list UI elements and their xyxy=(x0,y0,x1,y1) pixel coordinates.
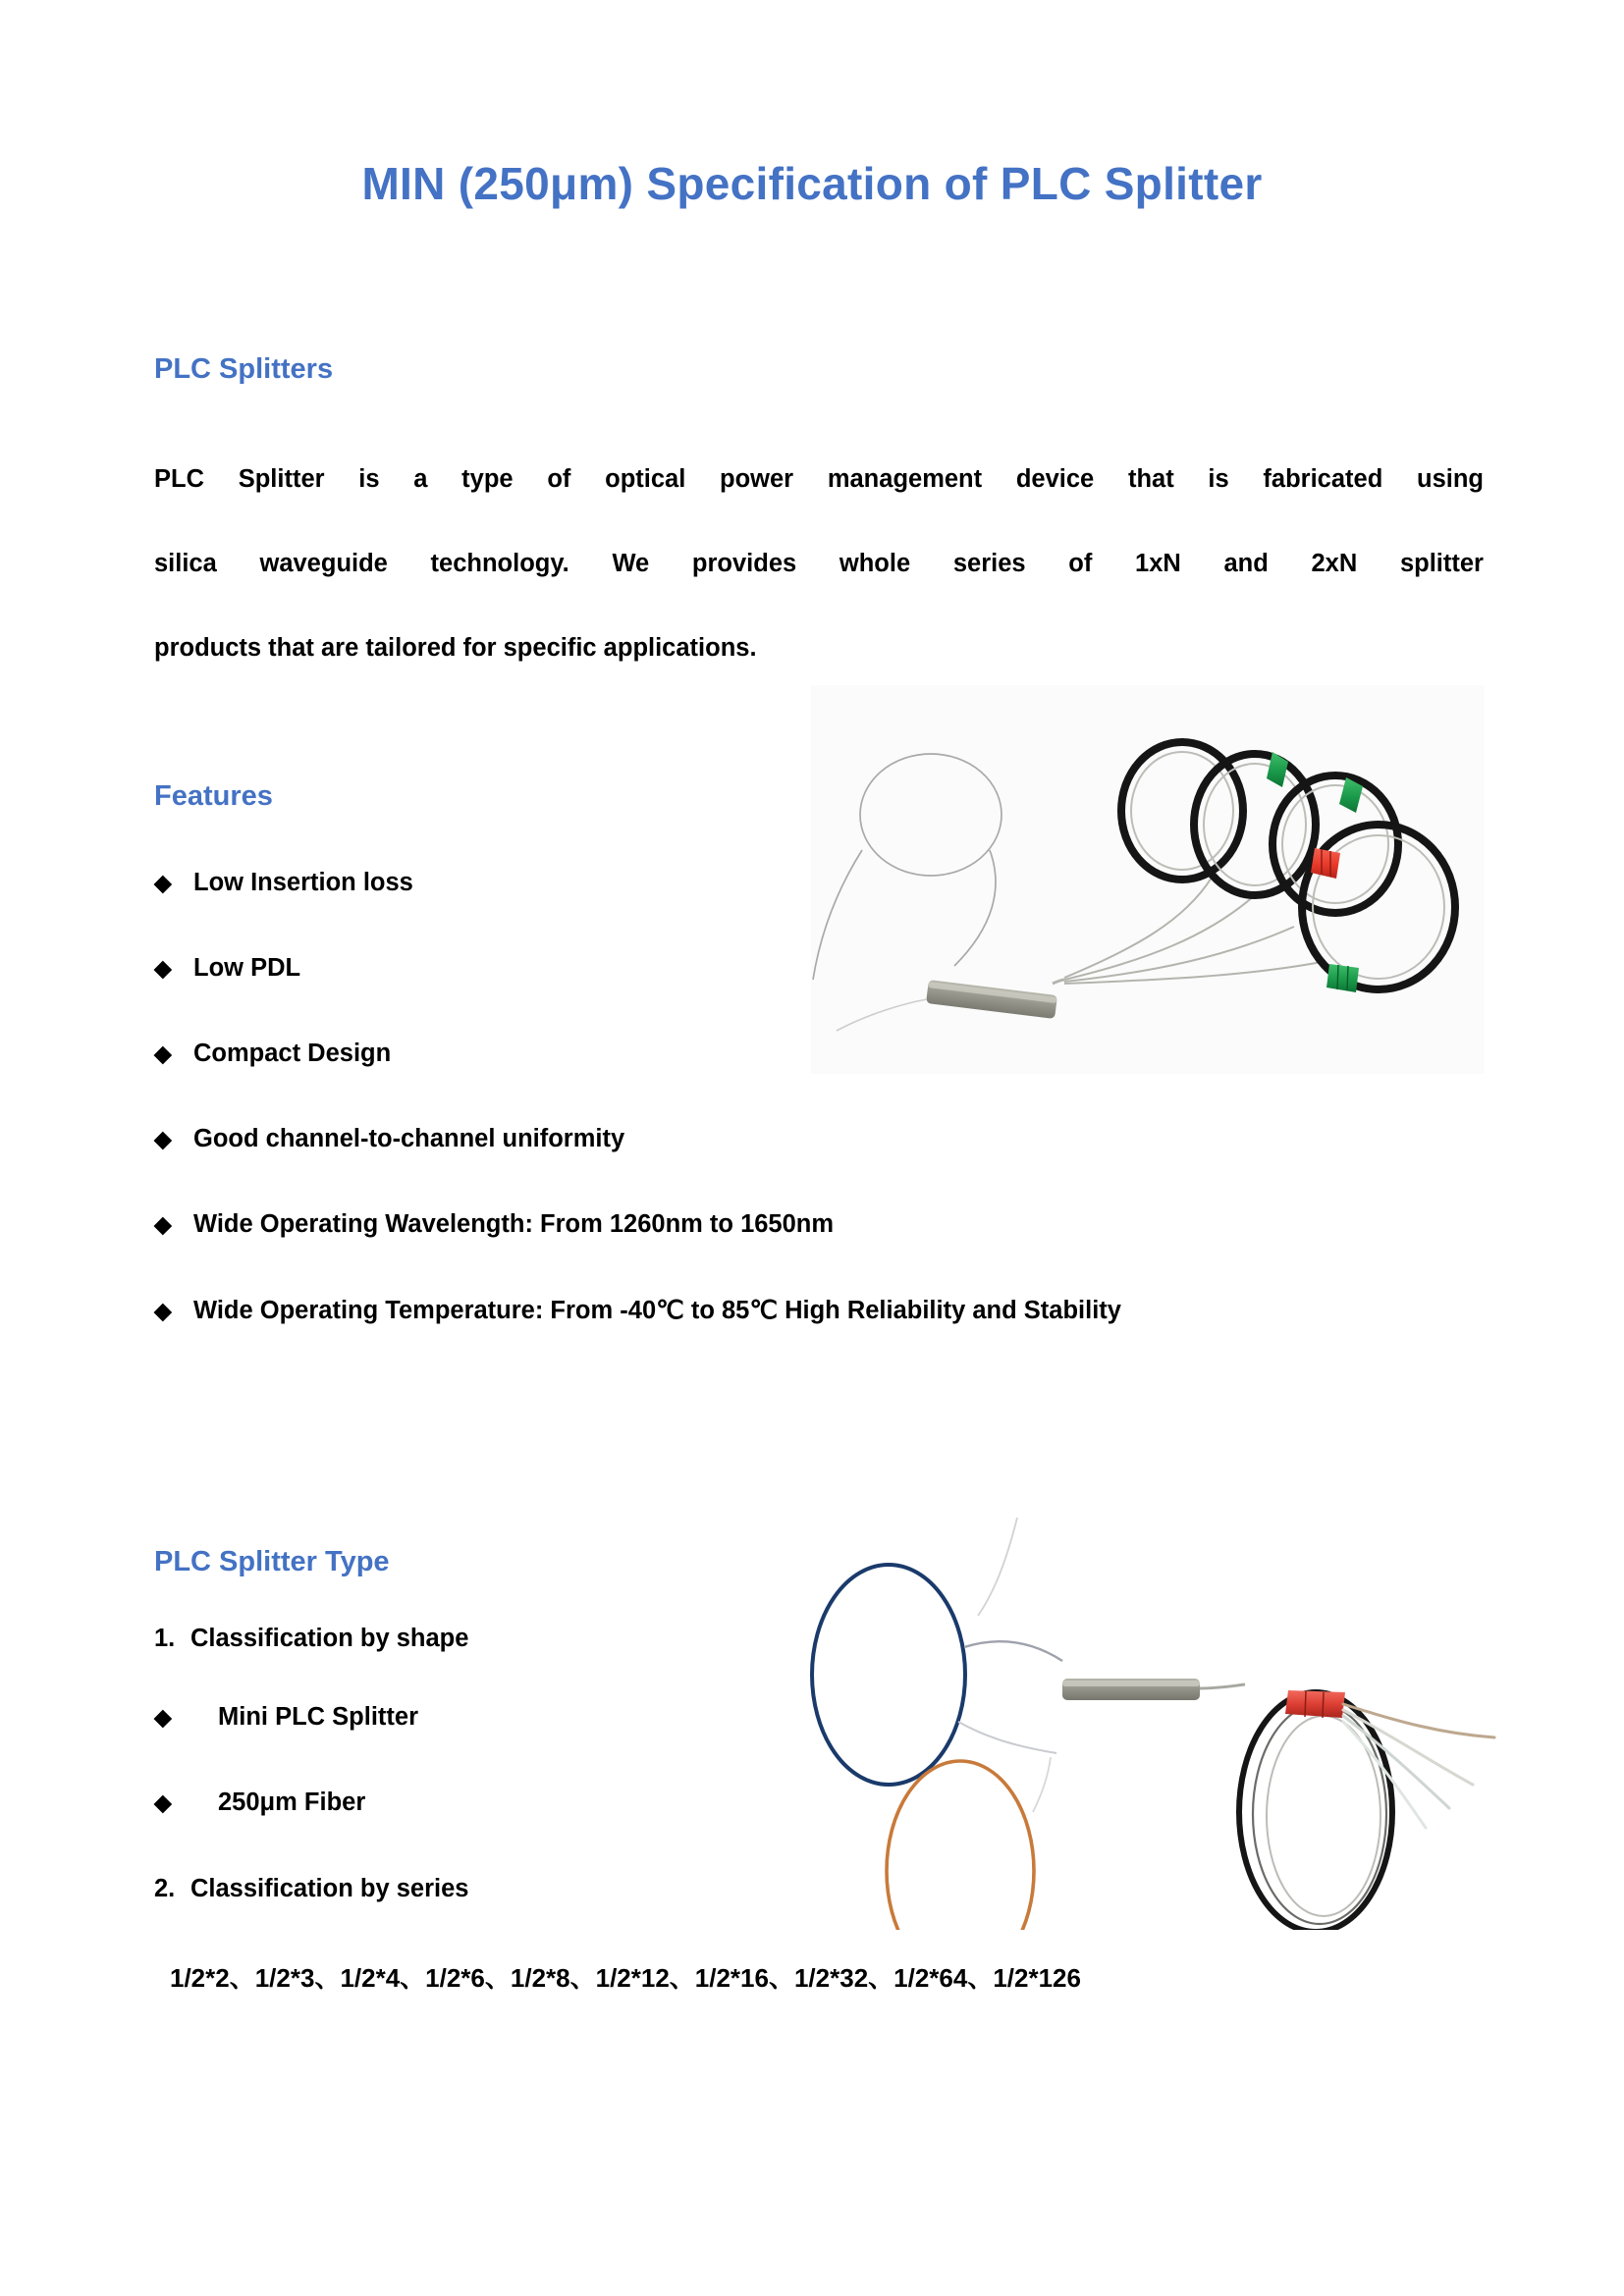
list-item xyxy=(154,1125,1489,1210)
diamond-bullet-icon: ◆ xyxy=(154,955,172,981)
section-heading-plc-splitter-type: PLC Splitter Type xyxy=(154,1546,390,1577)
list-item xyxy=(154,1789,841,1874)
feature-label: Wide Operating Wavelength: From 1260nm to 1650nm xyxy=(193,1210,835,1238)
diamond-bullet-icon: ◆ xyxy=(154,1211,172,1237)
feature-label: Low PDL xyxy=(193,954,301,982)
numbered-item-classification-by-shape xyxy=(154,1625,468,1653)
250um-fiber-splitter-photo xyxy=(785,1518,1512,1930)
feature-label: Wide Operating Temperature: From -40℃ to 85℃ High Reliability and Stability xyxy=(193,1297,1121,1324)
section-heading-plc-splitters: PLC Splitters xyxy=(154,353,334,385)
numbered-item-classification-by-series xyxy=(154,1875,468,1903)
diamond-bullet-icon: ◆ xyxy=(154,1789,172,1815)
intro-paragraph xyxy=(154,437,1484,690)
feature-label: Low Insertion loss xyxy=(193,869,413,896)
list-item xyxy=(154,1210,1489,1296)
diamond-bullet-icon: ◆ xyxy=(154,1298,172,1323)
list-number: 1. xyxy=(154,1625,176,1652)
list-number: 2. xyxy=(154,1875,176,1902)
diamond-bullet-icon: ◆ xyxy=(154,1041,172,1066)
feature-label: Good channel-to-channel uniformity xyxy=(193,1125,625,1152)
series-values-line: 1/2*2、1/2*3、1/2*4、1/2*6、1/2*8、1/2*12、1/2*16、1/2*32、1/2*64、1/2*126 xyxy=(170,1963,1081,1993)
feature-label: Compact Design xyxy=(193,1040,392,1067)
numbered-item-label: Classification by shape xyxy=(190,1625,469,1652)
section-heading-features: Features xyxy=(154,780,273,812)
intro-line-3: products that are tailored for specific applications. xyxy=(154,634,757,662)
intro-line-2: silica waveguide technology. We provides whole series of 1xN and 2xN splitter xyxy=(154,550,1484,577)
list-item xyxy=(154,1296,1489,1381)
numbered-item-label: Classification by series xyxy=(190,1875,469,1902)
mini-splitter-illustration xyxy=(811,685,1485,1074)
mini-plc-splitter-photo xyxy=(811,685,1485,1074)
list-item xyxy=(154,1703,841,1789)
diamond-bullet-icon: ◆ xyxy=(154,870,172,895)
diamond-bullet-icon: ◆ xyxy=(154,1126,172,1151)
intro-line-1: PLC Splitter is a type of optical power management device that is fabricated using xyxy=(154,465,1484,493)
diamond-bullet-icon: ◆ xyxy=(154,1704,172,1730)
250um-splitter-illustration xyxy=(785,1518,1512,1930)
shape-options-list xyxy=(154,1703,841,1874)
shape-option-label: 250μm Fiber xyxy=(218,1789,366,1816)
page-title: MIN (250μm) Specification of PLC Splitter xyxy=(361,158,1263,209)
shape-option-label: Mini PLC Splitter xyxy=(218,1703,418,1731)
